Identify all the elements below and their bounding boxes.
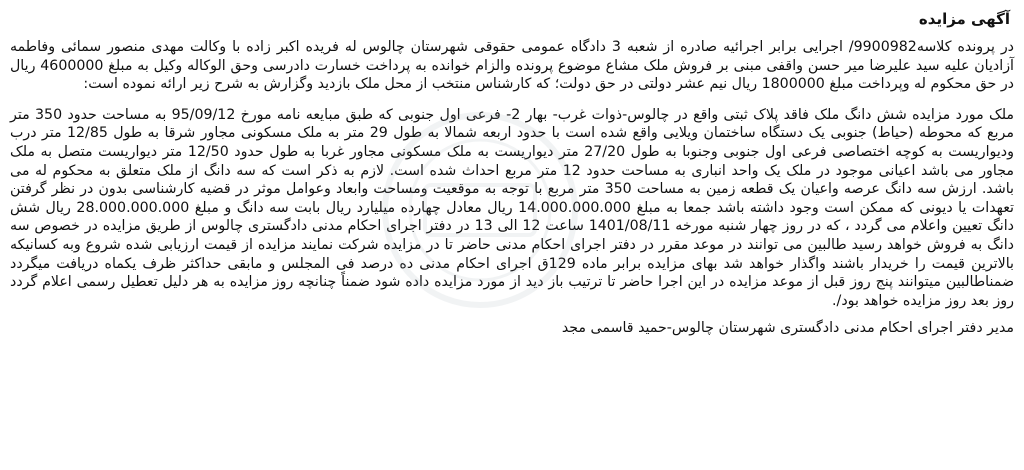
- auction-notice: [8, 4, 1016, 466]
- notice-title: آگهی مزایده: [918, 10, 1010, 28]
- notice-signature: مدیر دفتر اجرای احکام مدنی دادگستری شهرستان چالوس-حمید قاسمی مجد: [561, 320, 1014, 337]
- notice-paragraph-case: در پرونده کلاسه9900982/ اجرایی برابر اجرائیه صادره از شعبه 3 دادگاه عمومی حقوقی شهرستان چالوس له فریده اکبر زاده با وکالت مهدی منصور سمائی وفاطمه آزادیان علیه سید علیرضا میر حسن واقفی مبنی بر فروش ملک مشاع موضوع پرونده والزام خوانده به پرداخت خسارت دادرسی وحق الوکاله وکیل به مبلغ 4600000 ریال در حق محکوم له وپرداخت مبلغ 1800000 ریال نیم عشر دولتی در حق دولت؛ که کارشناس منتخب از محل ملک بازدید وگزارش به شرح زیر ارائه نموده است:: [10, 39, 1014, 93]
- notice-paragraph-property: ملک مورد مزایده شش دانگ ملک فاقد پلاک ثبتی واقع در چالوس-ذوات غرب- بهار 2- فرعی اول جنوبی که طبق مبایعه نامه مورخ 95/09/12 به مساحت حدود 350 متر مربع که محوطه (حیاط) جنوبی یک دستگاه ساختمان ویلایی واقع شده است با حدود اربعه شمالا به طول 29 متر به ملک مسکونی مجاور شرقا به طول 12/85 متر درب ودیواریست به کوچه اختصاصی فرعی اول جنوبی وجنوبا به طول 27/20 متر دیواریست به ملک مسکونی مجاور غربا به طول حدود 12/50 متر دیواریست متصل به ملک مجاور می باشد اعیانی موجود در ملک یک واحد انباری به مساحت حدود 12 متر مربع احداث شده است. لازم به ذکر است که سه دانگ از ملک متعلق به محکوم له می باشد. ارزش سه دانگ عرصه واعیان یک قطعه زمین به مساحت 350 متر مربع با توجه به موقعیت ومساحت وابعاد وعوامل موثر در قضیه کارشناسی بدون در نظر گرفتن تعهدات یا دیونی که ممکن است وجود داشته باشد جمعا به مبلغ 14.000.000.000 ریال معادل چهارده میلیارد ریال بابت سه دانگ و مبلغ 28.000.000.000 ریال شش دانگ تعیین واعلام می گردد ، که در روز چهار شنبه مورخه 1401/08/11 ساعت 12 الی 13 در دفتر اجرای احکام مدنی دادگستری چالوس از طریق مزایده در خصوص سه دانگ به فروش خواهد رسید طالبین می توانند در موعد مقرر در دفتر اجرای احکام مدنی حاضر تا در مزایده شرکت نمایند مزایده از قیمت ارزیابی شده شروع وبه کسانیکه بالاترین قیمت را خریدار باشند واگذار خواهد شد بهای مزایده برابر ماده 129ق اجرای احکام مدنی ده درصد فی المجلس و مابقی حداکثر ظرف یکماه دریافت میگردد ضمناطالبین میتوانند پنج روز قبل از موعد مزایده در این اجرا حاضر تا ترتیب باز دید از مورد مزایده داده شود ضمناً چنانچه روز مزایده به هر دلیل تعطیل رسمی اعلام گردد روز بعد روز مزایده خواهد بود/.: [10, 106, 1015, 309]
